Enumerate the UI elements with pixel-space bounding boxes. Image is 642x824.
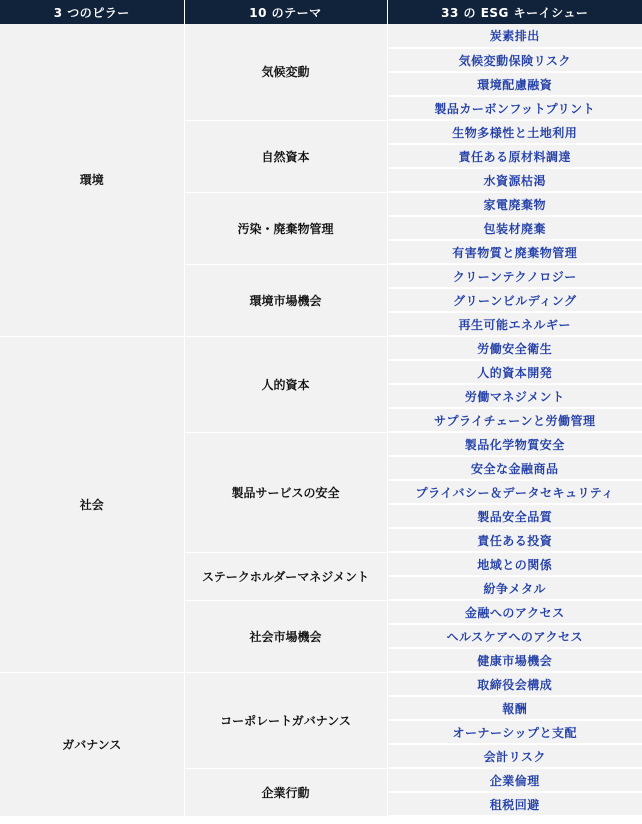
table-row bbox=[0, 24, 642, 48]
theme-cell: コーポレートガバナンス bbox=[184, 672, 387, 768]
issue-cell: 責任ある投資 bbox=[387, 528, 642, 552]
issue-cell: 会計リスク bbox=[387, 744, 642, 768]
issue-cell: 製品化学物質安全 bbox=[387, 432, 642, 456]
theme-cell: 企業行動 bbox=[184, 768, 387, 816]
issue-cell: 気候変動保険リスク bbox=[387, 48, 642, 72]
header-issues: 33 の ESG キーイシュー bbox=[387, 0, 642, 24]
issue-cell: 労働マネジメント bbox=[387, 384, 642, 408]
theme-cell: 製品サービスの安全 bbox=[184, 432, 387, 552]
issue-cell: 報酬 bbox=[387, 696, 642, 720]
issue-cell: 人的資本開発 bbox=[387, 360, 642, 384]
issue-cell: クリーンテクノロジー bbox=[387, 264, 642, 288]
issue-cell: サプライチェーンと労働管理 bbox=[387, 408, 642, 432]
issue-cell: 生物多様性と土地利用 bbox=[387, 120, 642, 144]
issue-cell: 環境配慮融資 bbox=[387, 72, 642, 96]
theme-cell: 汚染・廃棄物管理 bbox=[184, 192, 387, 264]
theme-cell: 自然資本 bbox=[184, 120, 387, 192]
issue-cell: 取締役会構成 bbox=[387, 672, 642, 696]
theme-cell: 気候変動 bbox=[184, 24, 387, 120]
issue-cell: 炭素排出 bbox=[387, 24, 642, 48]
theme-cell: 人的資本 bbox=[184, 336, 387, 432]
issue-cell: 家電廃棄物 bbox=[387, 192, 642, 216]
theme-cell: ステークホルダーマネジメント bbox=[184, 552, 387, 600]
issue-cell: 労働安全衛生 bbox=[387, 336, 642, 360]
theme-cell: 社会市場機会 bbox=[184, 600, 387, 672]
header-row bbox=[0, 0, 642, 24]
issue-cell: 地域との関係 bbox=[387, 552, 642, 576]
issue-cell: 健康市場機会 bbox=[387, 648, 642, 672]
issue-cell: グリーンビルディング bbox=[387, 288, 642, 312]
header-themes: 10 のテーマ bbox=[184, 0, 387, 24]
issue-cell: 製品カーボンフットプリント bbox=[387, 96, 642, 120]
theme-cell: 環境市場機会 bbox=[184, 264, 387, 336]
issue-cell: 金融へのアクセス bbox=[387, 600, 642, 624]
issue-cell: 再生可能エネルギー bbox=[387, 312, 642, 336]
issue-cell: 包装材廃棄 bbox=[387, 216, 642, 240]
issue-cell: 紛争メタル bbox=[387, 576, 642, 600]
pillar-cell: 社会 bbox=[0, 336, 184, 672]
issue-cell: ヘルスケアへのアクセス bbox=[387, 624, 642, 648]
pillar-cell: 環境 bbox=[0, 24, 184, 336]
pillar-cell: ガバナンス bbox=[0, 672, 184, 816]
issue-cell: 租税回避 bbox=[387, 792, 642, 816]
table-row bbox=[0, 336, 642, 360]
header-pillars: 3 つのピラー bbox=[0, 0, 184, 24]
issue-cell: オーナーシップと支配 bbox=[387, 720, 642, 744]
issue-cell: 安全な金融商品 bbox=[387, 456, 642, 480]
issue-cell: 有害物質と廃棄物管理 bbox=[387, 240, 642, 264]
table-body bbox=[0, 24, 642, 816]
issue-cell: 責任ある原材料調達 bbox=[387, 144, 642, 168]
issue-cell: 製品安全品質 bbox=[387, 504, 642, 528]
table-row bbox=[0, 672, 642, 696]
issue-cell: 水資源枯渇 bbox=[387, 168, 642, 192]
issue-cell: 企業倫理 bbox=[387, 768, 642, 792]
issue-cell: プライバシー＆データセキュリティ bbox=[387, 480, 642, 504]
